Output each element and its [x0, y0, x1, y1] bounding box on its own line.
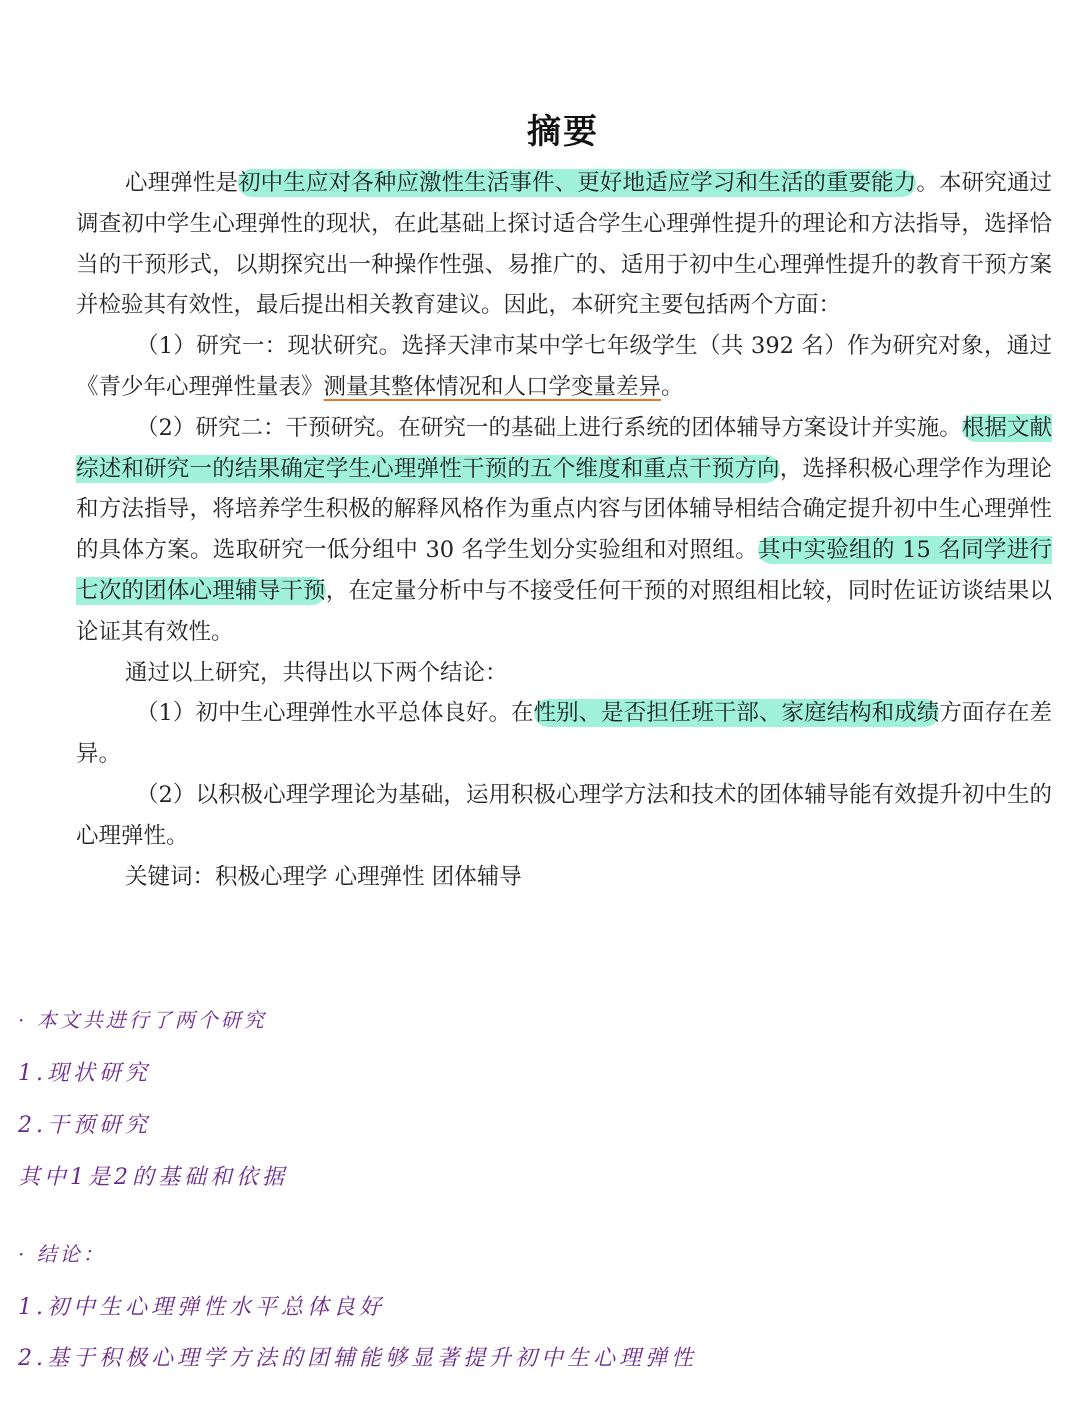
note-item: 其中1是2的基础和依据	[18, 1165, 288, 1190]
text-span: 。本研究通过调查初中学生心理弹性的现状，在此基础上探讨适合学生心理弹性提升的理论和方法指导，选择恰当的干预形式，以期探究出一种操作性强、易推广的、适用于初中生心理弹性提升的教育干预方案并检验其有效性，最后提出相关教育建议。因此，本研究主要包括两个方面：	[76, 170, 1052, 319]
text-span: 方面存在差异。	[76, 700, 1052, 768]
note-item: 1.初中生心理弹性水平总体良好	[18, 1295, 385, 1320]
abstract-body	[76, 163, 1052, 897]
underlined-text: 测量其整体情况和人口学变量差异	[323, 373, 662, 400]
paragraph-study-one	[76, 326, 1052, 408]
text-span: ，在定量分析中与不接受任何干预的对照组相比较，同时佐证访谈结果以论证其有效性。	[76, 577, 1052, 645]
note-item: 2.基于积极心理学方法的团辅能够显著提升初中生心理弹性	[18, 1346, 697, 1371]
text-span: ，选择积极心理学作为理论和方法指导，将培养学生积极的解释风格作为重点内容与团体辅导相结合确定提升初中生心理弹性的具体方案。选取研究一低分组中 30 名学生划分实验组和对照组。	[76, 455, 1052, 564]
paragraph-conclusions-lead: 通过以上研究，共得出以下两个结论：	[125, 659, 508, 686]
text-span: （1）研究一：现状研究。选择天津市某中学七年级学生（共 392 名）作为研究对象，通过《青少年心理弹性量表》	[76, 333, 1052, 400]
note-item: 1.现状研究	[18, 1061, 151, 1086]
highlight: 初中生应对各种应激性生活事件、更好地适应学习和生活的重要能力	[238, 170, 917, 196]
highlight: 其中实验组的 15 名同学进行七次的团体心理辅导干预	[76, 537, 1053, 604]
note-item: 2.干预研究	[18, 1113, 151, 1138]
highlight: 根据文献综述和研究一的结果确定学生心理弹性干预的五个维度和重点干预方向	[76, 414, 1052, 482]
text-span: 。	[661, 373, 684, 400]
text-span: 心理弹性是	[125, 170, 239, 196]
note-bullet-conclusions: · 结论：	[18, 1242, 106, 1266]
paragraph-study-two	[76, 408, 1052, 653]
text-span: （2）研究二：干预研究。在研究一的基础上进行系统的团体辅导方案设计并实施。	[136, 414, 962, 441]
keywords: 关键词：积极心理学 心理弹性 团体辅导	[125, 863, 522, 890]
paragraph-conclusion-two: （2）以积极心理学理论为基础，运用积极心理学方法和技术的团体辅导能有效提升初中生的心理弹性。	[76, 781, 1052, 849]
paragraph-intro	[76, 163, 1052, 326]
paragraph-conclusion-one	[76, 693, 1052, 775]
highlight: 性别、是否担任班干部、家庭结构和成绩	[533, 700, 940, 727]
text-span: （1）初中生心理弹性水平总体良好。在	[136, 700, 534, 727]
note-bullet-studies: · 本文共进行了两个研究	[18, 1008, 267, 1032]
abstract-title: 摘要	[527, 112, 599, 152]
